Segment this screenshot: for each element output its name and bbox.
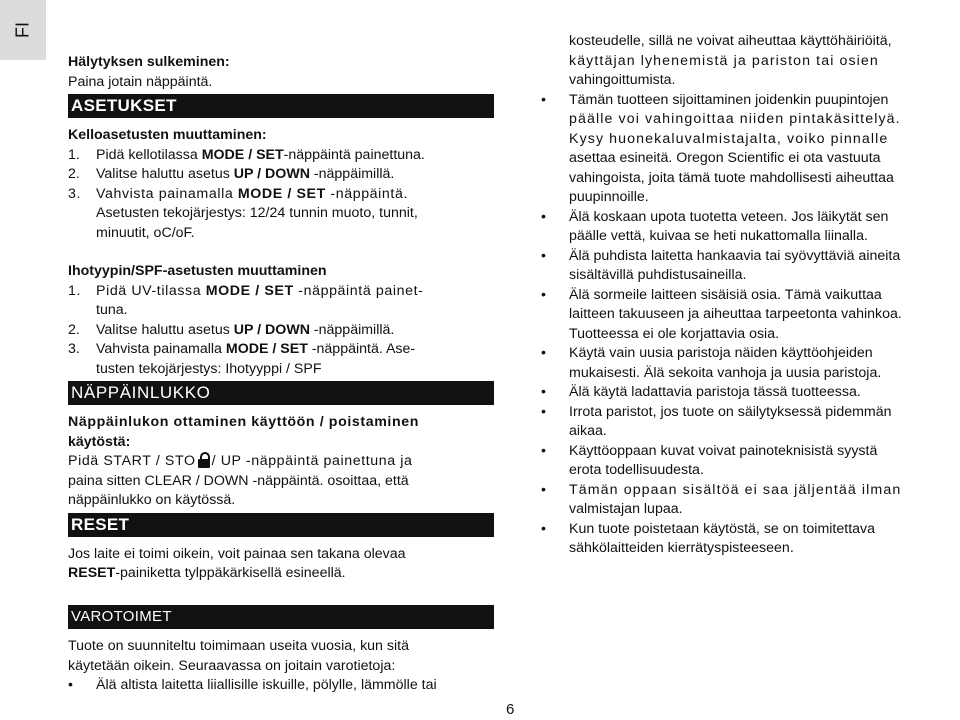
clock-order-text: Asetusten tekojärjestys: 12/24 tunnin muoto, tunnit, xyxy=(96,205,418,221)
precaution-bullet xyxy=(541,481,960,520)
reset-text-rest: -painiketta tylppäkärkisellä esineellä. xyxy=(115,565,346,581)
step-key: MODE / SET xyxy=(225,341,308,357)
intro-line: käyttäjan lyhenemistä ja pariston tai osien xyxy=(569,52,879,69)
spf-step xyxy=(68,340,494,360)
bullet-line: Älä puhdista laitetta hankaavia tai syövyttäviä aineita xyxy=(569,247,901,264)
step-text: -näppäintä. Ase- xyxy=(307,341,416,357)
clock-step xyxy=(68,165,494,185)
bullet-line: Kysy huonekaluvalmistajalta, voiko pinnalle xyxy=(569,130,889,147)
step-text: Pidä UV-tilassa xyxy=(96,282,206,299)
reset-section-bar: RESET xyxy=(68,513,494,537)
precautions-section-bar: VAROTOIMET xyxy=(68,605,494,629)
step-key: UP / DOWN xyxy=(233,321,310,338)
clock-step xyxy=(68,185,494,205)
precautions-text: Tuote on suunniteltu toimimaan useita vuosia, kun sitä xyxy=(68,638,409,654)
step-text: Pidä kellotilassa xyxy=(96,146,202,163)
bullet-line: Käytä vain uusia paristoja näiden käyttöohjeiden xyxy=(569,345,873,361)
lock-icon xyxy=(198,452,210,468)
step-number: 1. xyxy=(68,146,80,163)
right-column xyxy=(541,32,960,559)
bullet-line: Tämän tuotteen sijoittaminen joidenkin puupintojen xyxy=(569,91,889,108)
precaution-bullet xyxy=(541,403,960,442)
instruction-text: Pidä START / STO xyxy=(68,453,196,469)
bullet-icon: • xyxy=(541,286,546,303)
instruction-text: / UP -näppäintä painettuna ja xyxy=(211,453,413,469)
precaution-bullet xyxy=(541,247,960,286)
step-key: UP / DOWN xyxy=(233,166,310,182)
bullet-line: päälle voi vahingoittaa niiden pintakäsittelyä. xyxy=(569,111,901,127)
bullet-icon: • xyxy=(541,91,546,108)
bullet-line: erota todellisuudesta. xyxy=(569,462,704,478)
keylock-instruction xyxy=(68,452,494,472)
bullet-icon: • xyxy=(541,247,546,264)
bullet-line: sisältävillä puhdistusaineilla. xyxy=(569,267,747,283)
bullet-icon: • xyxy=(541,442,546,459)
bullet-line: Tämän oppaan sisältöä ei saa jäljentää ilman xyxy=(569,481,902,498)
bullet-icon: • xyxy=(541,345,546,361)
clock-order-text: minuutit, oC/oF. xyxy=(96,224,195,241)
language-tab xyxy=(0,0,46,60)
keylock-instruction: näppäinlukko on käytössä. xyxy=(68,492,236,508)
keylock-heading: Näppäinlukon ottaminen käyttöön / poistaminen xyxy=(68,414,419,430)
intro-line: kosteudelle, sillä ne voivat aiheuttaa käyttöhäiriöitä, xyxy=(569,33,892,49)
step-text: Vahvista painamalla xyxy=(96,341,226,357)
spf-step-cont: tuna. xyxy=(96,302,128,318)
bullet-icon: • xyxy=(541,384,546,400)
precaution-bullet xyxy=(541,383,960,403)
page-number: 6 xyxy=(506,701,515,718)
bullet-line: laitteen takuuseen ja aiheuttaa tarpeetonta vahinkoa. xyxy=(569,306,902,322)
step-number: 3. xyxy=(68,185,82,202)
bullet-line: sähkölaitteiden kierrätyspisteeseen. xyxy=(569,540,794,556)
spf-heading: Ihotyypin/SPF-asetusten muuttaminen xyxy=(68,263,327,279)
bullet-line: Älä sormeile laitteen sisäisiä osia. Tämä vaikuttaa xyxy=(569,286,882,303)
step-text: -näppäimillä. xyxy=(309,321,395,338)
bullet-line: Kun tuote poistetaan käytöstä, se on toimitettava xyxy=(569,520,876,537)
precaution-bullet xyxy=(541,520,960,559)
keylock-heading-cont: käytöstä: xyxy=(68,433,131,450)
bullet-line: Älä koskaan upota tuotetta veteen. Jos läikytät sen xyxy=(569,208,889,225)
step-text: -näppäimillä. xyxy=(309,166,395,182)
intro-continuation xyxy=(541,32,960,91)
bullet-line: mukaisesti. Älä sekoita vanhoja ja uusia paristoja. xyxy=(569,364,882,381)
bullet-line: Älä käytä ladattavia paristoja tässä tuotteessa. xyxy=(569,384,861,400)
keylock-section-bar: NÄPPÄINLUKKO xyxy=(68,381,494,405)
step-text: -näppäintä painet- xyxy=(293,282,424,299)
spf-step xyxy=(68,282,494,302)
bullet-line: aikaa. xyxy=(569,423,607,439)
spf-step xyxy=(68,321,494,341)
bullet-icon: • xyxy=(541,208,546,225)
bullet-icon: • xyxy=(68,677,73,693)
bullet-line: päälle vettä, kuivaa se heti nukattomalla liinalla. xyxy=(569,228,868,244)
bullet-line: puupinnoille. xyxy=(569,189,649,205)
precaution-bullet xyxy=(68,676,494,696)
bullet-icon: • xyxy=(541,520,546,537)
clock-steps-list xyxy=(68,146,494,244)
reset-text: Jos laite ei toimi oikein, voit painaa sen takana olevaa xyxy=(68,545,406,562)
alarm-heading: Hälytyksen sulkeminen: xyxy=(68,54,230,70)
spf-step-cont: tusten tekojärjestys: Ihotyyppi / SPF xyxy=(96,360,322,377)
precaution-bullet xyxy=(541,91,960,208)
bullet-icon: • xyxy=(541,403,546,420)
step-text: Valitse haluttu asetus xyxy=(96,166,234,182)
reset-text xyxy=(68,564,494,584)
bullet-line: valmistajan lupaa. xyxy=(569,501,683,517)
bullet-line: Käyttöoppaan kuvat voivat painoteknisistä syystä xyxy=(569,442,878,459)
settings-section-bar: ASETUKSET xyxy=(68,94,494,118)
precaution-bullet xyxy=(541,344,960,383)
left-column xyxy=(68,53,494,584)
keylock-instruction: paina sitten CLEAR / DOWN -näppäintä. osoittaa, että xyxy=(68,472,409,489)
step-text: -näppäintä painettuna. xyxy=(283,146,425,163)
step-number: 2. xyxy=(68,166,80,182)
precautions-bullet-list xyxy=(541,91,960,559)
precautions-text: käytetään oikein. Seuraavassa on joitain varotietoja: xyxy=(68,657,396,674)
bullet-line: asettaa esineitä. Oregon Scientific ei ota vastuuta xyxy=(569,150,881,166)
bullet-line: Irrota paristot, jos tuote on säilytyksessä pidemmän xyxy=(569,403,892,420)
step-number: 3. xyxy=(68,341,80,357)
bullet-icon: • xyxy=(541,481,546,498)
step-key: MODE / SET xyxy=(201,146,284,163)
reset-key: RESET xyxy=(68,565,116,581)
step-key: MODE / SET xyxy=(237,185,326,202)
step-text: Vahvista painamalla xyxy=(96,185,238,202)
bullet-text: Älä altista laitetta liiallisille iskuille, pölylle, lämmölle tai xyxy=(96,677,437,693)
language-code: FI xyxy=(12,22,33,38)
precaution-bullet xyxy=(541,208,960,247)
precaution-bullet xyxy=(541,442,960,481)
step-number: 2. xyxy=(68,321,80,338)
step-number: 1. xyxy=(68,282,82,299)
clock-step xyxy=(68,146,494,166)
step-text: Valitse haluttu asetus xyxy=(96,321,234,338)
precaution-bullet xyxy=(541,286,960,345)
step-key: MODE / SET xyxy=(205,282,294,299)
step-text: -näppäintä. xyxy=(325,185,408,202)
intro-line: vahingoittumista. xyxy=(569,72,676,88)
precautions-section xyxy=(68,603,494,696)
alarm-text: Paina jotain näppäintä. xyxy=(68,73,213,90)
bullet-line: vahingoista, joita tämä tuote mahdollisesti aiheuttaa xyxy=(569,169,894,186)
clock-settings-heading: Kelloasetusten muuttaminen: xyxy=(68,127,267,143)
bullet-line: Tuotteessa ei ole korjattavia osia. xyxy=(569,325,780,342)
